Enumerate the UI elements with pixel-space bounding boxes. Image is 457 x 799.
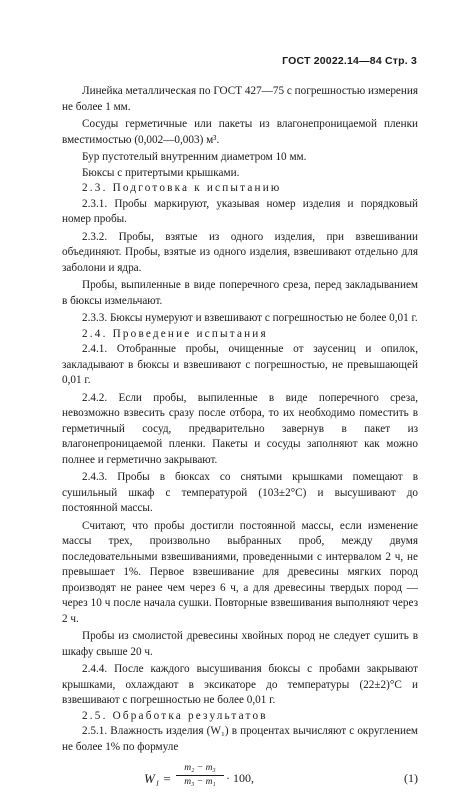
- section-heading: 2.5. Обработка результатов: [82, 709, 268, 722]
- fraction-bar: [176, 775, 224, 776]
- paragraph: Бур пустотелый внутренним диаметром 10 мм.: [82, 151, 307, 163]
- section-heading: 2.3. Подготовка к испытанию: [82, 182, 282, 194]
- paragraph: Считают, что пробы достигли постоянной массы, если изменение массы трех, произвольно выбранных проб, между двумя последовательными взвешиваниями, проведенными с интервалом 2 ч, не превышает 1%. Первое взвешивание для древесины мягких пород производят не ранее чем через 6 ч, а для древесины твердых пород — через 10 ч после начала сушки. Повторные взвешивания выполняют через 2 ч.: [62, 519, 418, 625]
- section-heading: 2.4. Проведение испытания: [82, 327, 268, 340]
- document-body: [62, 84, 418, 799]
- paragraph: 2.3.1. Пробы маркируют, указывая номер изделия и порядковый номер пробы.: [62, 197, 418, 225]
- paragraph: Линейка металлическая по ГОСТ 427—75 с погрешностью измерения не более 1 мм.: [62, 85, 418, 113]
- paragraph: 2.3.2. Пробы, взятые из одного изделия, при взвешивании объединяют. Пробы, взятые из одного изделия, взвешивают отдельно для заболони и ядра.: [62, 230, 418, 274]
- paragraph: Сосуды герметичные или пакеты из влагонепроницаемой пленки вместимостью (0,002—0,003) м³.: [62, 118, 418, 146]
- paragraph: 2.4.4. После каждого высушивания бюксы с пробами закрывают крышками, охлаждают в эксикаторе до температуры (22±2)°С и взвешивают с погрешностью не более 0,01 г.: [62, 663, 418, 706]
- formula-lhs: W₁ =: [144, 771, 172, 786]
- paragraph: 2.5.1. Влажность изделия (W₁) в процентах вычисляют с округлением не более 1% по формуле: [62, 725, 418, 753]
- formula-number: (1): [404, 771, 418, 785]
- paragraph: 2.4.2. Если пробы, выпиленные в виде поперечного среза, невозможно взвесить сразу после отбора, то их необходимо поместить в герметичный сосуд, предварительно завернув в пакет из влагонепроницаемой пленки. Пакеты и сосуды заполняют как можно полнее и герметично закрывают.: [62, 391, 418, 466]
- formula-denominator: m₃ − m₁: [184, 777, 216, 787]
- paragraph: Пробы из смолистой древесины хвойных пород не следует сушить в шкафу свыше 20 ч.: [62, 630, 418, 658]
- paragraph: 2.4.3. Пробы в бюксах со снятыми крышками помещают в сушильный шкаф с температурой (103±2°С) и высушивают до постоянной массы.: [62, 471, 418, 514]
- page-header: ГОСТ 20022.14—84 Стр. 3: [282, 55, 417, 67]
- formula-multiplier: · 100,: [226, 771, 254, 785]
- paragraph: Бюксы с притертыми крышками.: [82, 166, 240, 179]
- formula-fraction: [176, 763, 224, 788]
- paragraph: Пробы, выпиленные в виде поперечного среза, перед закладыванием в бюксы измельчают.: [62, 279, 418, 307]
- paragraph: 2.4.1. Отобранные пробы, очищенные от заусениц и опилок, закладывают в бюксы и взвешивают с погрешностью, не превышающей 0,01 г.: [62, 343, 418, 386]
- paragraph: 2.3.3. Бюксы нумеруют и взвешивают с погрешностью не более 0,01 г.: [82, 312, 418, 324]
- formula-numerator: m₂ − m₃: [184, 763, 216, 773]
- formula: [62, 761, 418, 799]
